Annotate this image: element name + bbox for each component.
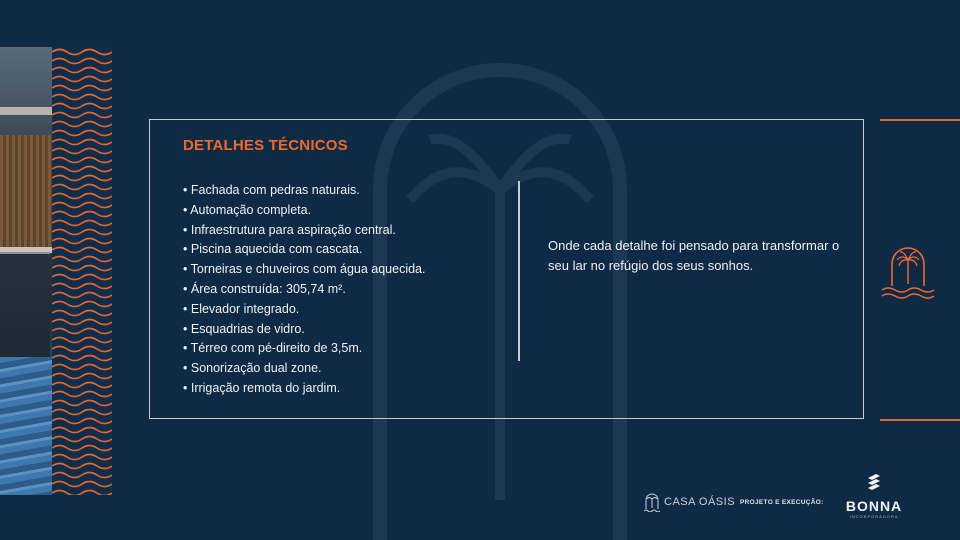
palm-arch-emblem-icon <box>880 240 936 302</box>
casa-oasis-label: CASA OÁSIS <box>664 496 736 508</box>
casa-oasis-logo <box>644 492 735 512</box>
photo-wood-panel <box>0 135 55 250</box>
company-subtitle: INCORPORADORA <box>849 514 899 519</box>
list-item: • Fachada com pedras naturais. <box>183 181 425 201</box>
list-item: • Piscina aquecida com cascata. <box>183 240 425 260</box>
list-item: • Torneiras e chuveiros com água aquecida. <box>183 260 425 280</box>
list-item: • Automação completa. <box>183 201 425 221</box>
wave-pattern-icon <box>52 47 112 495</box>
list-item: • Térreo com pé-direito de 3,5m. <box>183 339 425 359</box>
photo-slab <box>0 107 60 115</box>
company-name: BONNA <box>845 498 903 514</box>
section-title: DETALHES TÉCNICOS <box>183 137 348 154</box>
tagline-text: Onde cada detalhe foi pensado para transformar o seu lar no refúgio dos seus sonhos. <box>548 238 840 273</box>
list-item: • Área construída: 305,74 m². <box>183 280 425 300</box>
bonna-logo-icon <box>864 474 884 492</box>
list-item: • Irrigação remota do jardim. <box>183 379 425 399</box>
credit-label: PROJETO E EXECUÇÃO: <box>740 499 824 506</box>
list-item: • Infraestrutura para aspiração central. <box>183 221 425 241</box>
vertical-divider <box>518 181 520 361</box>
list-item: • Sonorização dual zone. <box>183 359 425 379</box>
bonna-logo <box>834 474 914 519</box>
list-item: • Esquadrias de vidro. <box>183 320 425 340</box>
accent-line-bottom <box>880 419 960 421</box>
accent-line-top <box>880 119 960 121</box>
features-list <box>183 181 425 399</box>
casa-oasis-logo-icon <box>644 492 660 512</box>
architecture-photo <box>0 47 112 495</box>
list-item: • Elevador integrado. <box>183 300 425 320</box>
